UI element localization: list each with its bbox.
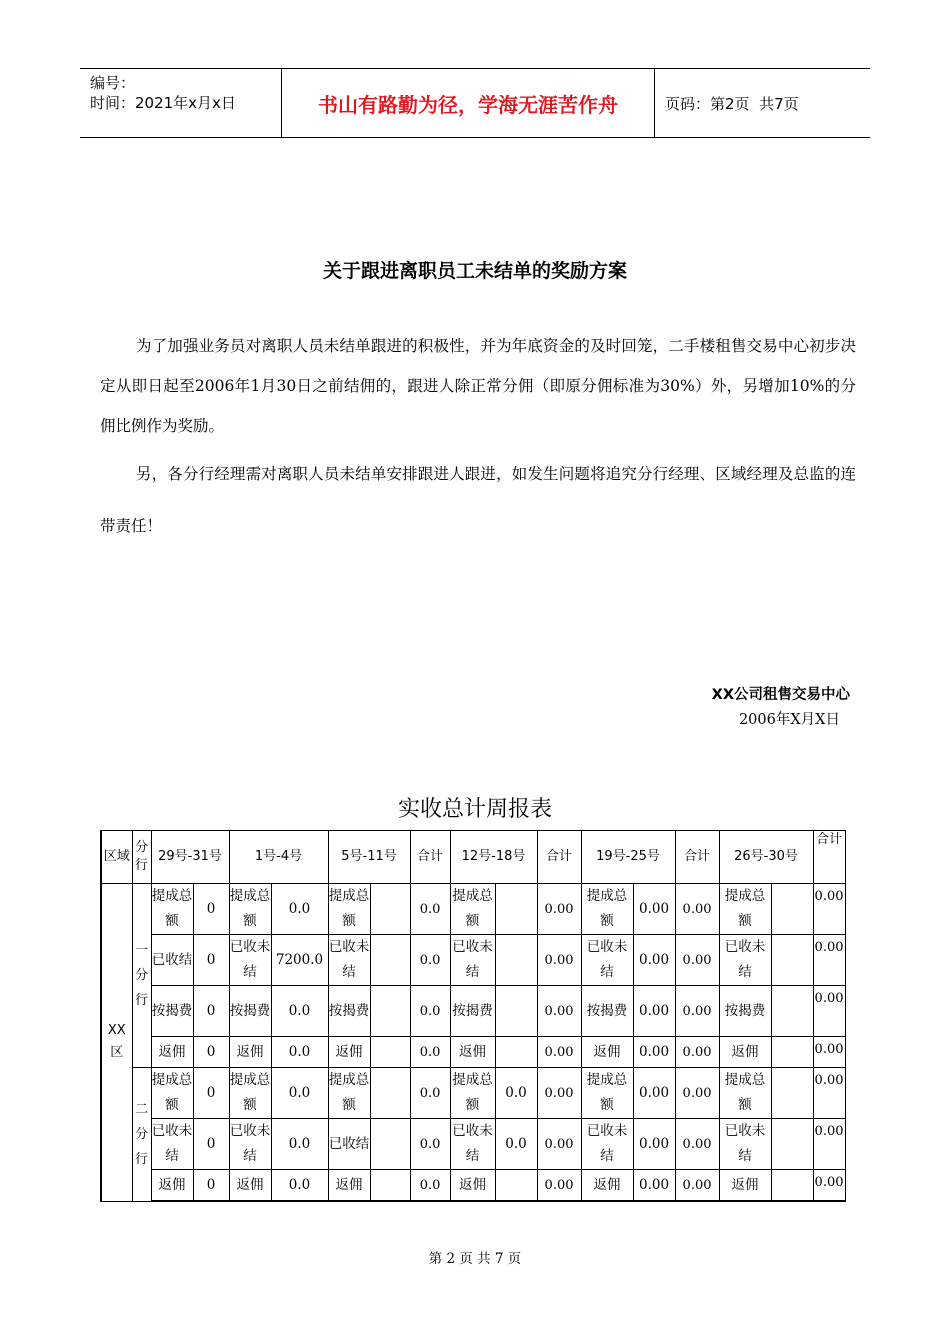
row-label-cell: 返佣 [328, 1170, 370, 1202]
weekly-report-table [100, 830, 897, 1202]
row-label-cell: 提成总额 [581, 884, 633, 935]
value-cell: 0 [193, 986, 229, 1037]
row-label-cell: 返佣 [229, 1037, 271, 1068]
region-cell: XX区 [101, 884, 132, 1202]
value-cell: 0.00 [633, 935, 675, 986]
value-cell: 0.0 [495, 1068, 537, 1119]
paragraph-1: 为了加强业务员对离职人员未结单跟进的积极性，并为年底资金的及时回笼，二手楼租售交易中心初步决定从即日起至2006年1月30日之前结佣的，跟进人除正常分佣（即原分佣标准为30%）外，另增加10%的分佣比例作为奖励。 [100, 337, 856, 435]
value-cell: 0.00 [675, 986, 719, 1037]
row-label-cell: 已收未结 [450, 935, 495, 986]
row-label-cell: 按揭费 [229, 986, 271, 1037]
value-cell [370, 1119, 410, 1170]
row-label-cell: 返佣 [229, 1170, 271, 1202]
branch-cell: 二分行 [132, 1068, 151, 1202]
document-title: 关于跟进离职员工未结单的奖励方案 [322, 260, 627, 282]
header-cell: 分行 [132, 831, 151, 884]
value-cell: 0.00 [675, 884, 719, 935]
value-cell: 0.00 [675, 1119, 719, 1170]
signature-org: XX公司租售交易中心 [711, 687, 850, 703]
row-label-cell: 返佣 [450, 1037, 495, 1068]
table-row [101, 935, 896, 986]
header-meta [80, 69, 280, 137]
value-cell: 0.00 [675, 1037, 719, 1068]
value-cell: 0.00 [813, 1037, 845, 1068]
value-cell: 0.0 [410, 1068, 450, 1119]
value-cell: 0.00 [537, 1119, 581, 1170]
row-label-cell: 提成总额 [719, 884, 771, 935]
table-row [101, 884, 896, 935]
header-cell: 19号-25号 [581, 831, 675, 884]
row-label-cell: 提成总额 [229, 884, 271, 935]
value-cell [370, 935, 410, 986]
value-cell: 0.0 [495, 1119, 537, 1170]
value-cell [495, 1037, 537, 1068]
row-label-cell: 提成总额 [719, 1068, 771, 1119]
value-cell [771, 1037, 813, 1068]
value-cell: 0.00 [537, 884, 581, 935]
time-label: 时间：2021年x月x日 [90, 94, 236, 112]
value-cell: 0.0 [410, 1170, 450, 1202]
value-cell: 0.0 [271, 1119, 328, 1170]
header-cell: 合计 [410, 831, 450, 884]
signature-date: 2006年X月X日 [738, 712, 840, 728]
table-row [101, 1037, 896, 1068]
value-cell: 0.0 [271, 884, 328, 935]
row-label-cell: 提成总额 [229, 1068, 271, 1119]
page-footer: 第 2 页 共 7 页 [428, 1251, 522, 1267]
header-cell: 12号-18号 [450, 831, 537, 884]
value-cell [370, 986, 410, 1037]
header-cell: 5号-11号 [328, 831, 410, 884]
row-label-cell: 返佣 [151, 1170, 193, 1202]
paragraph-2: 另，各分行经理需对离职人员未结单安排跟进人跟进，如发生问题将追究分行经理、区域经理及总监的连带责任！ [100, 465, 856, 535]
value-cell: 0.0 [410, 884, 450, 935]
value-cell: 0.00 [813, 884, 845, 935]
row-label-cell: 按揭费 [719, 986, 771, 1037]
value-cell [370, 1037, 410, 1068]
table-row [101, 1119, 896, 1170]
value-cell: 0.00 [633, 1170, 675, 1202]
value-cell: 0 [193, 1068, 229, 1119]
value-cell: 0.00 [633, 1119, 675, 1170]
value-cell: 0.0 [271, 986, 328, 1037]
value-cell [771, 986, 813, 1037]
value-cell: 0.00 [813, 1068, 845, 1119]
value-cell [771, 884, 813, 935]
row-label-cell: 已收未结 [328, 935, 370, 986]
table-header-row [101, 831, 896, 884]
header-band [80, 68, 870, 138]
row-label-cell: 已收结 [151, 935, 193, 986]
row-label-cell: 已收未结 [229, 1119, 271, 1170]
value-cell: 0.00 [813, 1119, 845, 1170]
value-cell: 0.0 [410, 935, 450, 986]
value-cell: 7200.0 [271, 935, 328, 986]
row-label-cell: 已收未结 [581, 935, 633, 986]
value-cell: 0.00 [537, 1068, 581, 1119]
row-label-cell: 按揭费 [328, 986, 370, 1037]
value-cell [495, 986, 537, 1037]
value-cell [771, 1068, 813, 1119]
header-cell: 合计 [813, 831, 845, 884]
value-cell [495, 1170, 537, 1202]
value-cell [771, 1170, 813, 1202]
row-label-cell: 提成总额 [450, 1068, 495, 1119]
value-cell: 0.00 [675, 1170, 719, 1202]
row-label-cell: 按揭费 [581, 986, 633, 1037]
value-cell: 0.00 [537, 1170, 581, 1202]
row-label-cell: 提成总额 [581, 1068, 633, 1119]
row-label-cell: 已收未结 [151, 1119, 193, 1170]
value-cell [370, 1068, 410, 1119]
row-label-cell: 按揭费 [151, 986, 193, 1037]
value-cell: 0.0 [271, 1068, 328, 1119]
value-cell [771, 1119, 813, 1170]
value-cell: 0.00 [537, 935, 581, 986]
row-label-cell: 已收未结 [229, 935, 271, 986]
value-cell: 0.0 [410, 1119, 450, 1170]
header-cell: 1号-4号 [229, 831, 328, 884]
value-cell: 0.00 [675, 1068, 719, 1119]
row-label-cell: 提成总额 [151, 884, 193, 935]
value-cell: 0.0 [410, 986, 450, 1037]
header-cell: 26号-30号 [719, 831, 813, 884]
value-cell: 0.00 [813, 1170, 845, 1202]
row-label-cell: 提成总额 [450, 884, 495, 935]
table-title: 实收总计周报表 [397, 797, 552, 822]
value-cell: 0 [193, 1037, 229, 1068]
header-page-info: 页码：第2页 共7页 [665, 94, 799, 113]
table-row [101, 1068, 896, 1119]
header-cell: 29号-31号 [151, 831, 229, 884]
value-cell [495, 935, 537, 986]
row-label-cell: 提成总额 [151, 1068, 193, 1119]
value-cell: 0.00 [813, 986, 845, 1037]
value-cell: 0.00 [537, 986, 581, 1037]
value-cell: 0.00 [633, 1068, 675, 1119]
row-label-cell: 返佣 [719, 1037, 771, 1068]
value-cell [771, 935, 813, 986]
table-row [101, 986, 896, 1037]
value-cell [370, 884, 410, 935]
table-row [101, 1170, 896, 1202]
value-cell: 0.00 [537, 1037, 581, 1068]
value-cell: 0.0 [410, 1037, 450, 1068]
value-cell: 0.00 [675, 935, 719, 986]
value-cell: 0.00 [813, 935, 845, 986]
row-label-cell: 返佣 [581, 1037, 633, 1068]
branch-cell: 一分行 [132, 884, 151, 1068]
row-label-cell: 已收未结 [450, 1119, 495, 1170]
header-cell: 区域 [101, 831, 132, 884]
value-cell: 0.00 [633, 986, 675, 1037]
row-label-cell: 已收未结 [581, 1119, 633, 1170]
row-label-cell: 返佣 [151, 1037, 193, 1068]
row-label-cell: 返佣 [719, 1170, 771, 1202]
row-label-cell: 提成总额 [328, 1068, 370, 1119]
header-cell: 合计 [675, 831, 719, 884]
value-cell: 0.0 [271, 1170, 328, 1202]
value-cell: 0.00 [633, 884, 675, 935]
value-cell: 0 [193, 935, 229, 986]
value-cell [370, 1170, 410, 1202]
row-label-cell: 返佣 [328, 1037, 370, 1068]
value-cell: 0.00 [633, 1037, 675, 1068]
row-label-cell: 按揭费 [450, 986, 495, 1037]
value-cell: 0.0 [271, 1037, 328, 1068]
value-cell: 0 [193, 1170, 229, 1202]
header-cell: 合计 [537, 831, 581, 884]
row-label-cell: 提成总额 [328, 884, 370, 935]
row-label-cell: 已收结 [328, 1119, 370, 1170]
number-label: 编号： [90, 74, 136, 92]
value-cell: 0 [193, 1119, 229, 1170]
row-label-cell: 已收未结 [719, 935, 771, 986]
header-motto: 书山有路勤为径，学海无涯苦作舟 [281, 69, 655, 137]
row-label-cell: 已收未结 [719, 1119, 771, 1170]
value-cell: 0 [193, 884, 229, 935]
row-label-cell: 返佣 [581, 1170, 633, 1202]
row-label-cell: 返佣 [450, 1170, 495, 1202]
value-cell [495, 884, 537, 935]
